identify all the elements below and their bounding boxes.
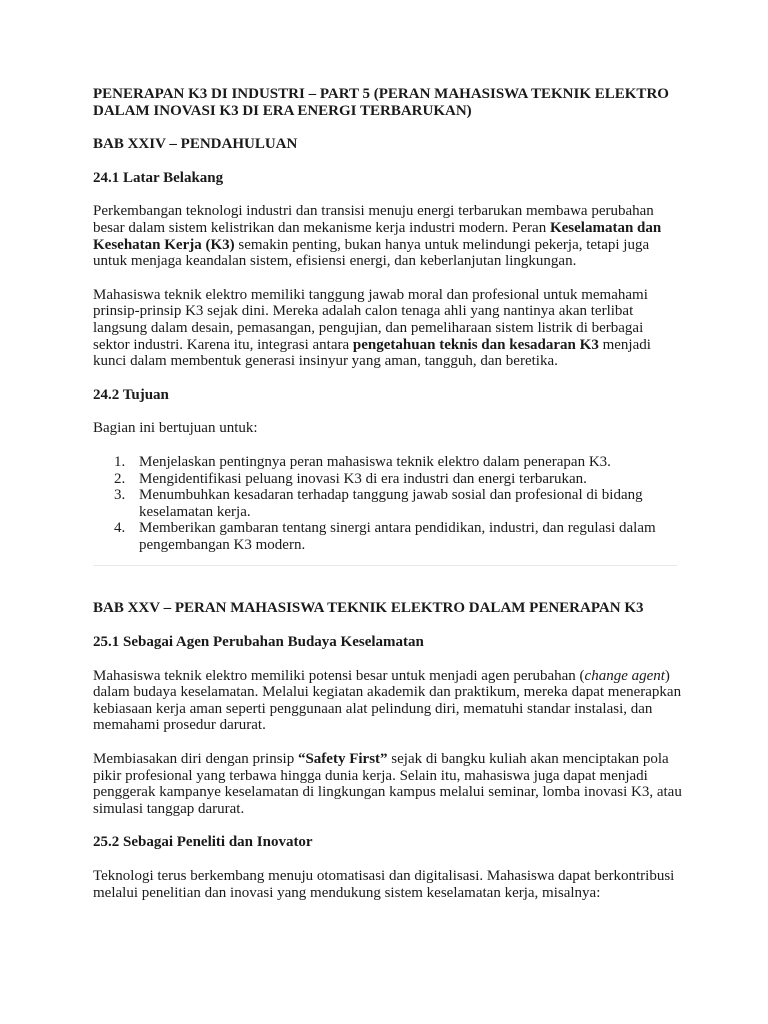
section-divider [93,565,677,566]
text-segment: ) dalam budaya keselamatan. Melalui kegiatan akademik dan praktikum, mereka dapat menerapkan kebiasaan kerja aman seperti penggunaan alat pelindung diri, mematuhi standar instalasi, dan memahami prosedur darurat. [93,667,682,734]
list-text: Menjelaskan pentingnya peran mahasiswa teknik elektro dalam penerapan K3. [139,453,611,470]
paragraph-agen-perubahan-2 [93,751,683,817]
text-segment: sejak di bangku kuliah akan menciptakan pola pikir profesional yang terbawa hingga dunia kerja. Selain itu, mahasiswa juga dapat menjadi penggerak kampanye keselamatan di lingkungan kampus melalui seminar, lomba inovasi K3, atau simulasi tanggap darurat. [93,751,682,817]
list-item [93,487,683,520]
list-text: Mengidentifikasi peluang inovasi K3 di era industri dan energi terbarukan. [139,470,587,487]
paragraph-peneliti-inovator: Teknologi terus berkembang menuju otomatisasi dan digitalisasi. Mahasiswa dapat berkontribusi melalui penelitian dan inovasi yang mendukung sistem keselamatan kerja, misalnya: [93,868,675,901]
section-heading-25-2: 25.2 Sebagai Peneliti dan Inovator [93,834,313,851]
list-number: 2. [114,470,126,487]
text-segment: Mahasiswa teknik elektro memiliki potensi besar untuk menjadi agen perubahan ( [93,667,585,684]
tujuan-list [93,454,683,554]
section-heading-25-1: 25.1 Sebagai Agen Perubahan Budaya Keselamatan [93,634,424,651]
text-segment: semakin penting, bukan hanya untuk melindungi pekerja, tetapi juga untuk menjaga keandalan sistem, efisiensi energi, dan keberlanjutan lingkungan. [93,236,650,270]
chapter-heading-25: BAB XXV – PERAN MAHASISWA TEKNIK ELEKTRO DALAM PENERAPAN K3 [93,600,644,617]
list-number: 4. [114,520,126,537]
section-heading-24-1: 24.1 Latar Belakang [93,169,224,186]
list-item [93,454,683,471]
paragraph-latar-belakang-1 [93,203,683,269]
document-title: PENERAPAN K3 DI INDUSTRI – PART 5 (PERAN MAHASISWA TEKNIK ELEKTRO DALAM INOVASI K3 DI ERA ENERGI TERBARUKAN) [93,86,669,119]
list-number: 1. [114,453,126,470]
list-text: Menumbuhkan kesadaran terhadap tanggung jawab sosial dan profesional di bidang keselamatan kerja. [139,487,643,520]
list-text: Memberikan gambaran tentang sinergi antara pendidikan, industri, dan regulasi dalam pengembangan K3 modern. [139,520,656,553]
bold-term-k3: Keselamatan dan Kesehatan Kerja (K3) [93,219,662,253]
paragraph-agen-perubahan-1 [93,668,683,734]
bold-term-pengetahuan: pengetahuan teknis dan kesadaran K3 [352,336,599,353]
text-segment: menjadi kunci dalam membentuk generasi insinyur yang aman, tangguh, dan beretika. [93,336,651,370]
text-segment: Membiasakan diri dengan prinsip [93,751,298,768]
list-item [93,520,683,553]
document-page [93,86,683,901]
text-segment: Mahasiswa teknik elektro memiliki tanggung jawab moral dan profesional untuk memahami prinsip-prinsip K3 sejak dini. Mereka adalah calon tenaga ahli yang nantinya akan terlibat langsung dalam desain, pemasangan, pengujian, dan pemeliharaan sistem listrik di berbagai sektor industri. Karena itu, integrasi antara [93,286,648,353]
italic-term-change-agent: change agent [584,667,665,684]
tujuan-intro: Bagian ini bertujuan untuk: [93,420,258,437]
paragraph-latar-belakang-2 [93,287,683,370]
list-item [93,471,683,488]
text-segment: Perkembangan teknologi industri dan transisi menuju energi terbarukan membawa perubahan besar dalam sistem kelistrikan dan mekanisme kerja industri modern. Peran [93,203,654,236]
bold-term-safety-first: “Safety First” [297,751,388,768]
list-number: 3. [114,487,126,504]
section-heading-24-2: 24.2 Tujuan [93,386,169,403]
chapter-heading-24: BAB XXIV – PENDAHULUAN [93,136,298,153]
